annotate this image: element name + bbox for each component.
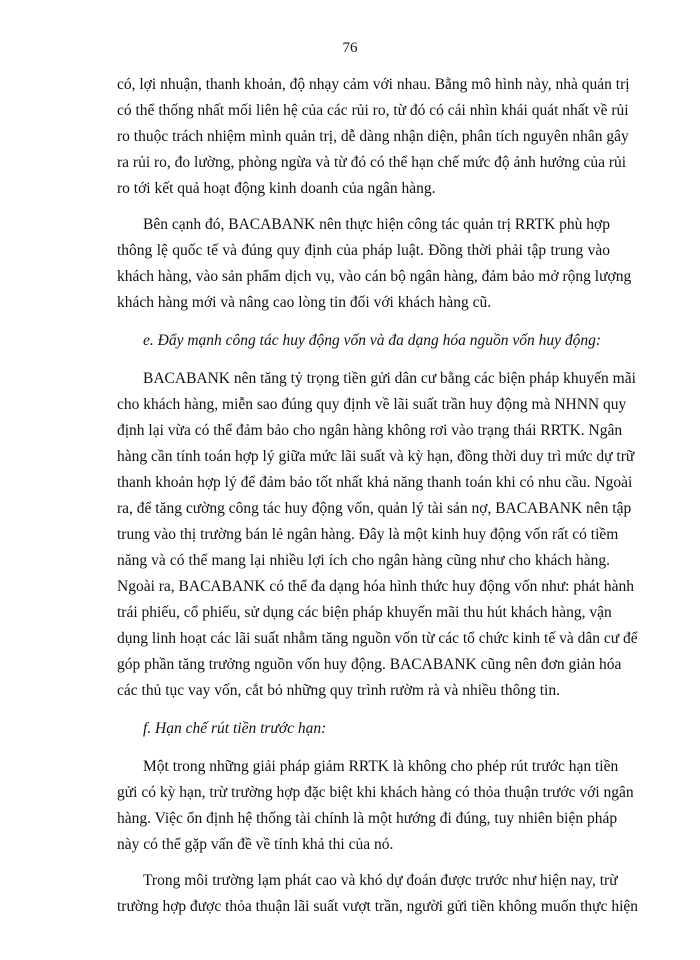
paragraph-risk-model — [117, 72, 630, 202]
paragraph-early-withdrawal — [117, 754, 634, 858]
text-line: khách hàng mới và nâng cao lòng tin đối với khách hàng cũ. — [117, 294, 492, 311]
text-line: năng và có thể mang lại nhiều lợi ích cho ngân hàng cũng như cho khách hàng. — [117, 552, 610, 569]
section-heading-f: f. Hạn chế rút tiền trước hạn: — [143, 720, 327, 737]
text-line: này có thể gặp vấn đề về tính khả thi của nó. — [117, 836, 394, 853]
text-line: có thể thống nhất mối liên hệ của các rủi ro, từ đó có cái nhìn khái quát nhất về rủi — [117, 102, 629, 119]
text-line: ra rủi ro, đo lường, phòng ngừa và từ đó có thể hạn chế mức độ ảnh hưởng của rủi — [117, 154, 627, 171]
text-line: hàng cần tính toán hợp lý giữa mức lãi suất và kỳ hạn, đồng thời duy trì mức dự trữ — [117, 448, 635, 465]
paragraph-inflation — [117, 868, 639, 920]
text-line: định lại vừa có thể đảm bảo cho ngân hàng không rơi vào trạng thái RRTK. Ngân — [117, 422, 623, 439]
text-line: thanh khoản hợp lý để đảm bảo tốt nhất khả năng thanh toán khi có nhu cầu. Ngoài — [117, 474, 633, 491]
text-line: Ngoài ra, BACABANK có thể đa dạng hóa hình thức huy động vốn như: phát hành — [117, 578, 635, 595]
text-line: có, lợi nhuận, thanh khoản, độ nhạy cảm với nhau. Bằng mô hình này, nhà quản trị — [117, 76, 630, 93]
text-line: gửi có kỳ hạn, trừ trường hợp đặc biệt khi khách hàng có thỏa thuận trước với ngân — [117, 784, 634, 801]
text-line: trường hợp được thỏa thuận lãi suất vượt trần, người gửi tiền không muốn thực hiện — [117, 898, 639, 915]
text-line: cho khách hàng, miễn sao đúng quy định về lãi suất trần huy động mà NHNN quy — [117, 396, 627, 413]
text-line: trung vào thị trường bán lẻ ngân hàng. Đây là một kinh huy động vốn rất có tiềm — [117, 526, 619, 543]
text-line: ro thuộc trách nhiệm mình quản trị, dễ dàng nhận diện, phân tích nguyên nhân gây — [117, 128, 629, 145]
text-line: hàng. Việc ổn định hệ thống tài chính là một hướng đi đúng, tuy nhiên biện pháp — [117, 810, 618, 827]
text-line: trái phiếu, cổ phiếu, sử dụng các biện pháp khuyến mãi thu hút khách hàng, vận — [117, 604, 612, 621]
text-line: các thủ tục vay vốn, cắt bỏ những quy trình rườm rà và nhiều thông tin. — [117, 682, 560, 699]
document-body — [117, 72, 639, 920]
text-line: BACABANK nên tăng tỷ trọng tiền gửi dân cư bằng các biện pháp khuyến mãi — [143, 370, 636, 387]
text-line: Một trong những giải pháp giảm RRTK là không cho phép rút trước hạn tiền — [143, 758, 619, 775]
text-line: ro tới kết quả hoạt động kinh doanh của ngân hàng. — [117, 180, 436, 197]
text-line: ra, để tăng cường công tác huy động vốn, quản lý tài sản nợ, BACABANK nên tập — [117, 500, 632, 517]
text-line: góp phần tăng trưởng nguồn vốn huy động. BACABANK cũng nên đơn giản hóa — [117, 656, 622, 673]
paragraph-international-practice — [117, 212, 632, 316]
text-line: thông lệ quốc tế và đúng quy định của pháp luật. Đồng thời phải tập trung vào — [117, 242, 610, 259]
text-line: dụng linh hoạt các lãi suất nhằm tăng nguồn vốn từ các tổ chức kinh tế và dân cư để — [117, 630, 638, 647]
text-line: Trong môi trường lạm phát cao và khó dự đoán được trước như hiện nay, trừ — [143, 872, 618, 889]
paragraph-deposit-mobilization — [117, 366, 638, 704]
text-line: Bên cạnh đó, BACABANK nên thực hiện công tác quản trị RRTK phù hợp — [143, 216, 610, 233]
section-heading-e: e. Đẩy mạnh công tác huy động vốn và đa dạng hóa nguồn vốn huy động: — [143, 332, 602, 349]
text-line: khách hàng, vào sản phẩm dịch vụ, vào cán bộ ngân hàng, đảm bảo mở rộng lượng — [117, 268, 632, 285]
page-number: 76 — [342, 40, 358, 56]
